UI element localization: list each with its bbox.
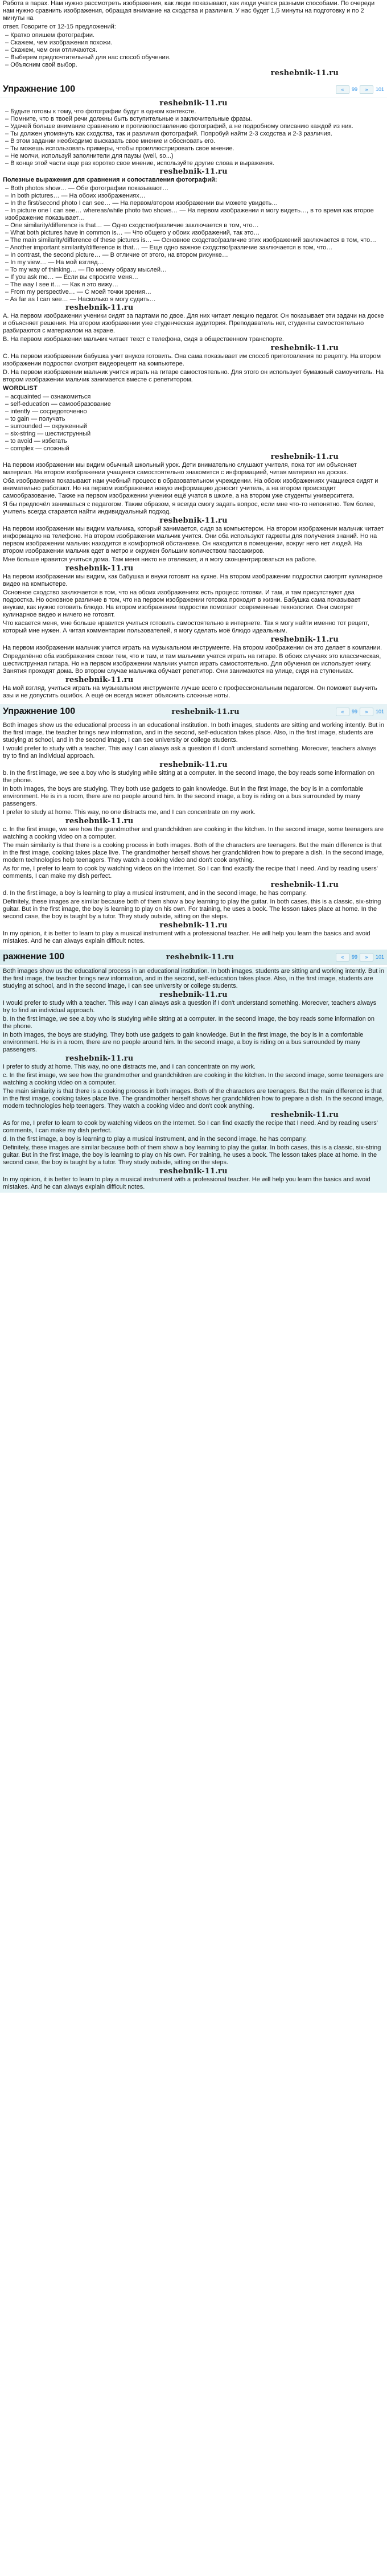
watermark-row [3, 676, 384, 684]
list-item: – In the first/second photo I can see… — На первом/втором изображении вы можете увидеть… [5, 200, 384, 207]
watermark-row [3, 304, 384, 312]
en-paragraph: Both images show us the educational process in an educational institution. In both images, students are sitting and working intently. But in the first image, the teacher brings new information, and in the second, self-education takes place. Also, in the first image, students are studying at school, and in the second image, I can see university or college students. [3, 722, 384, 743]
list-item: – Ты можешь использовать примеры, чтобы проиллюстрировать свое мнение. [5, 145, 384, 153]
page-link-next[interactable]: 101 [375, 86, 384, 92]
ru-answer-paragraph: А. На первом изображении ученики сидят за партами по двое. Для них читает лекцию педагог. Он показывает эти задачи на доске и объясняет решения. На втором изображении уже студенческая аудитория. Преподаватель нет, студенты самостоятельно разбираются с материалом на экране. [3, 313, 384, 334]
list-item: – to gain — получать [5, 416, 384, 423]
watermark-row [3, 1055, 384, 1063]
watermark-row [3, 100, 384, 108]
en-paragraph: d. In the first image, a boy is learning to play a musical instrument, and in the second image, he has company. [3, 1136, 307, 1143]
watermark-row [3, 344, 384, 352]
document [0, 0, 387, 1193]
en-paragraph: Definitely, these images are similar because both of them show a boy learning to play the guitar. In both cases, this is a classic, six-string guitar. But in the first image, the boy is learning to play on his own. For training, he uses a book. The lesson takes place at home. In the second case, the boy is taught by a tutor. They study outside, sitting on the steps. [3, 1144, 381, 1166]
list-item: – Помните, что в твоей речи должны быть вступительные и заключительные фразы. [5, 116, 384, 123]
ru-answer-paragraph: В. На первом изображении мальчик читает текст с телефона, сидя в общественном транспорте. [3, 336, 284, 343]
watermark: reshebnik-11.ru [65, 676, 134, 684]
en-paragraph: In both images, the boys are studying. They both use gadgets to gain knowledge. But in the first image, the boy is in a comfortable environment. He is in a room, there are no people around him. In the second image, a boy is riding on a bus surrounded by many passengers. [3, 1032, 364, 1053]
list-item: – acquainted — ознакомиться [5, 393, 384, 401]
list-item: – Скажем, чем изображения похожи. [5, 39, 384, 47]
next-page-button[interactable]: » [360, 85, 373, 94]
section-title: Упражнение 100 [3, 706, 76, 716]
list-item: – self-education — самообразование [5, 401, 384, 408]
list-item: – In my view… — На мой взгляд… [5, 259, 384, 266]
en-paragraph: As for me, I prefer to learn to cook by watching videos on the Internet. So I can find exactly the recipe that I need. And by reading users' comments, I can make my dish perfect. [3, 1120, 378, 1134]
list-item: – In both pictures… — На обоих изображениях… [5, 192, 384, 200]
list-item: – As far as I can see… — Насколько я могу судить… [5, 296, 384, 303]
list-item: – If you ask me… — Если вы спросите меня… [5, 274, 384, 281]
watermark: reshebnik-11.ru [65, 817, 134, 825]
watermark-row [3, 922, 384, 930]
list-item: – Выберем предпочтительный для нас способ обучения. [5, 54, 384, 61]
list-item: – surrounded — окруженный [5, 423, 384, 430]
prev-page-button[interactable]: « [336, 953, 349, 962]
section-title: ражнение 100 [3, 952, 65, 962]
section-title: Упражнение 100 [3, 84, 76, 94]
en-paragraph: As for me, I prefer to learn to cook by watching videos on the Internet. So I can find exactly the recipe that I need. And by reading users' comments, I can make my dish perfect. [3, 865, 378, 880]
watermark-row [3, 636, 384, 644]
phrases-list [3, 185, 384, 303]
list-item: – Both photos show… — Обе фотографии показывают… [5, 185, 384, 192]
watermark: reshebnik-11.ru [166, 952, 234, 962]
watermark-row [3, 881, 384, 889]
en-paragraph: Definitely, these images are similar because both of them show a boy learning to play the guitar. In both cases, this is a classic, six-string guitar. But in the first image, the boy is learning to play on his own. For training, he uses a book. The lesson takes place at home. In the second case, the boy is taught by a tutor. They study outside, sitting on the steps. [3, 898, 381, 920]
list-item: – In contrast, the second picture… — В отличие от этого, на втором рисунке… [5, 252, 384, 259]
en-paragraph: I prefer to study at home. This way, no one distracts me, and I can concentrate on my work. [3, 809, 256, 816]
page-link-prev[interactable]: 99 [351, 954, 357, 960]
list-item: – Объясним свой выбор. [5, 61, 384, 69]
tips-list [3, 108, 384, 167]
en-paragraph: In my opinion, it is better to learn to play a musical instrument with a professional teacher. He will help you learn the basics and avoid mistakes. And he can always explain difficult notes. [3, 930, 370, 944]
watermark-row [3, 168, 384, 176]
wordlist [3, 393, 384, 453]
ru-paragraph: На первом изображении мальчик учится играть на музыкальном инструменте. На втором изображении он это делает в компании. [3, 644, 382, 651]
next-page-button[interactable]: » [360, 953, 373, 962]
list-item: – The way I see it… — Как я это вижу… [5, 281, 384, 289]
pager [336, 953, 384, 962]
en-paragraph: d. In the first image, a boy is learning to play a musical instrument, and in the second image, he has company. [3, 890, 307, 897]
list-item: – В конце этой части еще раз коротко свое мнение, используйте другие слова и выражения. [5, 160, 384, 167]
ru-paragraph: Мне больше нравится учиться дома. Там меня никто не отвлекает, и я могу сконцентрироваться на работе. [3, 556, 317, 563]
watermark: reshebnik-11.ru [65, 303, 134, 312]
pager [336, 708, 384, 716]
intro-paragraph: Работа в парах. Нам нужно рассмотреть изображения, как люди показывают, как люди учатся разными способами. По очереди нам нужно сравнить изображения, обращая внимание на сходства и различия. У нас будет 1,5 минуты на подготовку и по 2 минуты на [3, 0, 375, 22]
watermark: reshebnik-11.ru [159, 1167, 228, 1176]
en-paragraph: Both images show us the educational process in an educational institution. In both images, students are sitting and working intently. But in the first image, the teacher brings new information, and in the second, self-education takes place. Also, in the first image, students are studying at school, and in the second image, I can see university or college students. [3, 968, 384, 989]
useful-title: Полезные выражения для сравнения и сопоставления фотографий: [3, 176, 217, 183]
list-item: – six-string — шестиструнный [5, 430, 384, 438]
list-item: – From my perspective… — С моей точки зрения… [5, 289, 384, 296]
list-item: – To my way of thinking… — По моему образу мыслей… [5, 266, 384, 274]
ru-paragraph: Я бы предпочёл заниматься с педагогом. Таким образом, я всегда смогу задать вопрос, если мне что-то непонятно. Тем более, учитель всегда старается найти индивидуальный подход. [3, 501, 376, 515]
en-paragraph: b. In the first image, we see a boy who is studying while sitting at a computer. In the second image, the boy reads some information on the phone. [3, 1016, 375, 1030]
prev-page-button[interactable]: « [336, 708, 349, 716]
en-paragraph: b. In the first image, we see a boy who is studying while sitting at a computer. In the second image, the boy reads some information on the phone. [3, 770, 375, 784]
prev-page-button[interactable]: « [336, 85, 349, 94]
watermark: reshebnik-11.ru [159, 991, 228, 999]
list-item: – Кратко опишем фотографии. [5, 32, 384, 39]
intro-paragraph: ответ. Говорите от 12-15 предложений: [3, 23, 116, 30]
highlighted-block [0, 967, 387, 1193]
page-link-next[interactable]: 101 [375, 708, 384, 714]
intro-list [3, 32, 384, 69]
list-item: – Another important similarity/difference is that… — Еще одно важное сходство/различие заключается в том, что… [5, 244, 384, 252]
list-item: – In picture one I can see… whereas/while photo two shows… — На первом изображении я могу видеть…, в то время как второе изображение показывает… [5, 207, 384, 222]
section-header [0, 950, 387, 965]
watermark-row [3, 817, 384, 825]
watermark: reshebnik-11.ru [270, 344, 339, 352]
watermark: reshebnik-11.ru [270, 1111, 339, 1119]
ru-paragraph: Основное сходство заключается в том, что на обоих изображениях есть процесс готовки. И там, и там присутствуют два подростка. Но основное различие в том, что на первом изображении готовка проходит в жизни. Бабушка сама показывает внукам, как нужно готовить блюдо. На втором изображении подростки помогают современные технологии. Они смотрят кулинарное видео и ничего не готовят. [3, 589, 361, 618]
watermark-row [3, 991, 384, 999]
watermark: reshebnik-11.ru [159, 761, 228, 769]
watermark: reshebnik-11.ru [65, 564, 134, 573]
ru-paragraph: Оба изображения показывают нам учебный процесс в образовательном учреждении. На обоих изображениях учащиеся сидят и внимательно работают. Но на первом изображении новую информацию доносит учитель, а на втором происходит самообразование. Также на первом изображении ученики ещё учатся в школе, а на втором уже студенты университета. [3, 478, 378, 499]
ru-answer-paragraph: С. На первом изображении бабушка учит внуков готовить. Она сама показывает им способ приготовления по рецепту. На втором изображении подростки смотрят видеорецепт на компьютере. [3, 353, 381, 367]
list-item: – One similarity/difference is that… — Одно сходство/различие заключается в том, что… [5, 222, 384, 229]
en-paragraph: c. In the first image, we see how the grandmother and grandchildren are cooking in the kitchen. In the second image, some teenagers are watching a cooking video on a computer. [3, 1072, 384, 1086]
watermark: reshebnik-11.ru [270, 69, 339, 77]
list-item: – intently — сосредоточенно [5, 408, 384, 416]
list-item: – В этом задании необходимо высказать свое мнение и обосновать его. [5, 138, 384, 145]
watermark-row [3, 1111, 384, 1119]
list-item: – to avoid — избегать [5, 438, 384, 445]
ru-answer-paragraph: D. На первом изображении мальчик учится играть на гитаре самостоятельно. Для этого он использует бумажный самоучитель. На втором изображении мальчик занимается вместе с репетитором. [3, 369, 384, 383]
section-header [0, 704, 387, 720]
ru-paragraph: На мой взгляд, учиться играть на музыкальном инструменте лучше всего с профессиональным педагогом. Он поможет выучить азы и не допустить ошибок. А ещё он всегда может объяснить сложные ноты. [3, 685, 377, 699]
watermark-row [3, 453, 384, 461]
pager [336, 85, 384, 94]
watermark-row [3, 1168, 384, 1176]
watermark-row [3, 517, 384, 525]
ru-paragraph: Что касается меня, мне больше нравится учиться готовить самостоятельно в интернете. Так я могу найти именно тот рецепт, который мне нужен. А читая комментарии пользователей, я могу сделать моё блюдо идеальным. [3, 620, 369, 634]
en-paragraph: c. In the first image, we see how the grandmother and grandchildren are cooking in the kitchen. In the second image, some teenagers are watching a cooking video on a computer. [3, 826, 384, 840]
list-item: – Удачей больше внимание сравнению и противопоставлению фотографий, а не подробному описанию каждой из них. [5, 123, 384, 130]
en-paragraph: The main similarity is that there is a cooking process in both images. Both of the characters are teenagers. But the main difference is that in the first image, cooking takes place live. The grandmother herself shows her grandchildren how to prepare a dish. In the second image, modern technologies help teenagers. They watch a cooking video and don't cook anything. [3, 1088, 384, 1110]
ru-paragraph: Определённо оба изображения схожи тем, что и там, и там мальчики учатся играть на гитаре. В обоих случаях это классическая, шестиструнная гитара. Но на первом изображении мальчик учится играть самостоятельно. Для обучения он использует книгу. Занятия проходят дома. Во втором случае мальчика обучает репетитор. Они занимаются на улице, сидя на ступеньках. [3, 653, 381, 675]
en-paragraph: I would prefer to study with a teacher. This way I can always ask a question if I don't understand something. Moreover, teachers always try to find an individual approach. [3, 745, 377, 759]
watermark: reshebnik-11.ru [270, 453, 339, 461]
en-paragraph: I prefer to study at home. This way, no one distracts me, and I can concentrate on my work. [3, 1063, 256, 1070]
section-header [0, 82, 387, 97]
en-paragraph: In my opinion, it is better to learn to play a musical instrument with a professional teacher. He will help you learn the basics and avoid mistakes. And he can always explain difficult notes. [3, 1176, 370, 1190]
en-paragraph: I would prefer to study with a teacher. This way I can always ask a question if I don't understand something. Moreover, teachers always try to find an individual approach. [3, 1000, 377, 1014]
watermark: reshebnik-11.ru [159, 516, 228, 525]
wordlist-title: WORDLIST [3, 385, 38, 392]
page-link-prev[interactable]: 99 [351, 708, 357, 714]
list-item: – Будьте готовы к тому, что фотографии будут в одном контексте. [5, 108, 384, 116]
watermark: reshebnik-11.ru [270, 635, 339, 644]
watermark-row [3, 69, 384, 77]
ru-paragraph: На первом изображении мы видим, как бабушка и внуки готовят на кухне. На втором изображении подростки смотрят кулинарное видео на компьютере. [3, 573, 383, 587]
list-item: – Скажем, чем они отличаются. [5, 47, 384, 54]
watermark: reshebnik-11.ru [171, 707, 240, 716]
watermark-row [3, 761, 384, 769]
watermark: reshebnik-11.ru [159, 99, 228, 108]
list-item: – What both pictures have in common is… — Что общего у обоих изображений, так это… [5, 229, 384, 237]
list-item: – The main similarity/difference of these pictures is… — Основное сходство/различие этих изображений заключается в том, что… [5, 237, 384, 244]
next-page-button[interactable]: » [360, 708, 373, 716]
page-link-prev[interactable]: 99 [351, 86, 357, 92]
list-item: – Не молчи, используй заполнители для паузы (well, so...) [5, 153, 384, 160]
page-link-next[interactable]: 101 [375, 954, 384, 960]
watermark-row [3, 565, 384, 573]
watermark: reshebnik-11.ru [159, 167, 228, 176]
watermark: reshebnik-11.ru [270, 881, 339, 889]
watermark: reshebnik-11.ru [65, 1054, 134, 1063]
en-paragraph: In both images, the boys are studying. They both use gadgets to gain knowledge. But in the first image, the boy is in a comfortable environment. He is in a room, there are no people around him. In the second image, a boy is riding on a bus surrounded by many passengers. [3, 786, 364, 807]
en-paragraph: The main similarity is that there is a cooking process in both images. Both of the characters are teenagers. But the main difference is that in the first image, cooking takes place live. The grandmother herself shows her grandchildren how to prepare a dish. In the second image, modern technologies help teenagers. They watch a cooking video and don't cook anything. [3, 842, 384, 864]
list-item: – Ты должен упомянуть как сходства, так и различия фотографий. Попробуй найти 2-3 сходства и 2-3 различия. [5, 130, 384, 138]
list-item: – complex — сложный [5, 445, 384, 453]
ru-paragraph: На первом изображении мы видим обычный школьный урок. Дети внимательно слушают учителя, пока тот им объясняет материал. На втором изображении учащиеся самостоятельно знакомятся с информацией, читая материал на досках. [3, 462, 357, 476]
watermark: reshebnik-11.ru [159, 921, 228, 930]
ru-paragraph: На первом изображении мы видим мальчика, который занимается, сидя за компьютером. На втором изображении мальчик читает информацию на телефоне. На втором изображении мальчик учится. Они оба используют гаджеты для получения знаний. Но на первом изображении мальчик находится в комфортной обстановке. Он находится в помещении, вокруг него нет людей. На втором изображении мальчик едет в метро и окружен большим количеством пассажиров. [3, 525, 384, 554]
